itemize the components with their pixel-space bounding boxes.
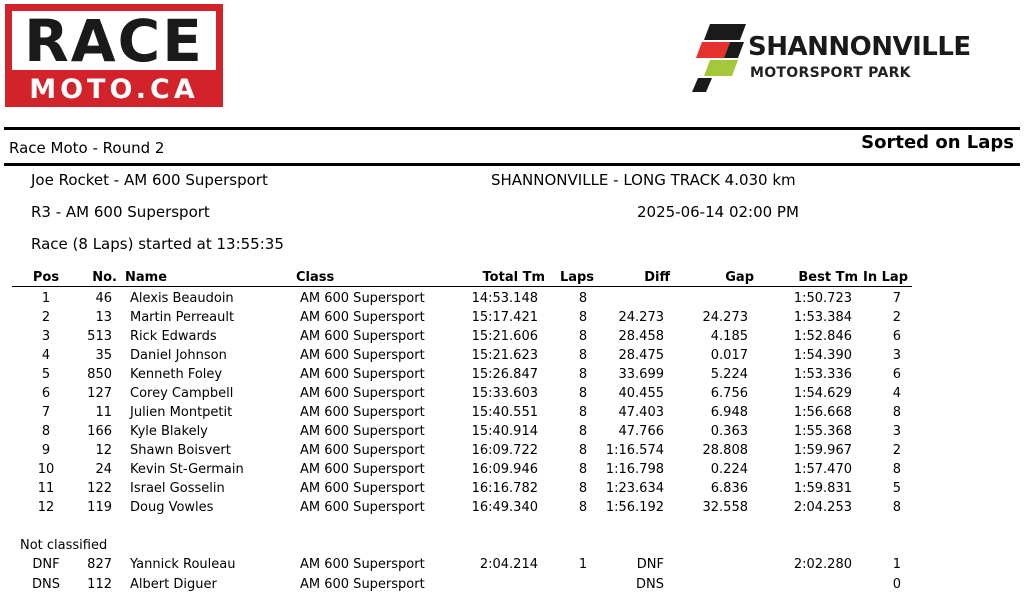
cell-in-lap: 7 — [892, 291, 901, 306]
cell-in-lap: 8 — [892, 462, 901, 477]
cell-in-lap: 3 — [892, 348, 901, 363]
cell-best-time: 1:56.668 — [793, 405, 852, 420]
cell-best-time: 1:54.390 — [793, 348, 852, 363]
cell-laps: 8 — [578, 329, 588, 344]
cell-class: AM 600 Supersport — [300, 424, 425, 439]
header-gap: Gap — [725, 270, 754, 285]
cell-best-time: 1:59.967 — [793, 443, 852, 458]
track-name: SHANNONVILLE - LONG TRACK 4.030 km — [491, 171, 796, 189]
cell-pos: 11 — [37, 481, 55, 496]
cell-total-time: 15:26.847 — [471, 367, 538, 382]
cell-name: Kevin St-Germain — [130, 462, 244, 477]
race-start: Race (8 Laps) started at 13:55:35 — [31, 235, 284, 253]
cell-in-lap: 3 — [892, 424, 901, 439]
cell-best-time: 2:04.253 — [793, 500, 852, 515]
cell-class: AM 600 Supersport — [300, 576, 425, 592]
cell-best-time: 1:55.368 — [793, 424, 852, 439]
cell-laps: 8 — [578, 367, 588, 382]
cell-total-time: 16:49.340 — [471, 500, 538, 515]
shannonville-sub: MOTORSPORT PARK — [750, 65, 911, 81]
cell-diff: 28.458 — [618, 329, 664, 344]
cell-pos: 8 — [41, 424, 51, 439]
cell-pos: 6 — [41, 386, 51, 401]
cell-best-time: 1:53.336 — [793, 367, 852, 382]
cell-name: Kyle Blakely — [130, 424, 208, 439]
cell-gap: 6.756 — [710, 386, 748, 401]
cell-total-time: 15:17.421 — [471, 310, 538, 325]
cell-laps: 1 — [578, 557, 588, 572]
cell-laps: 8 — [578, 424, 588, 439]
header-rule — [12, 286, 912, 287]
session-name: R3 - AM 600 Supersport — [31, 203, 210, 221]
cell-name: Doug Vowles — [130, 500, 214, 515]
cell-class: AM 600 Supersport — [300, 329, 425, 344]
cell-gap: 32.558 — [702, 500, 748, 515]
cell-best-time: 1:50.723 — [793, 291, 852, 306]
cell-laps: 8 — [578, 481, 588, 496]
cell-in-lap: 6 — [892, 329, 901, 344]
cell-pos: 1 — [41, 291, 51, 306]
cell-total-time: 15:40.551 — [471, 405, 538, 420]
cell-best-time: 1:53.384 — [793, 310, 852, 325]
cell-total-time: 16:16.782 — [471, 481, 538, 496]
cell-name: Albert Diguer — [130, 576, 217, 592]
cell-pos: 5 — [41, 367, 51, 382]
cell-number: 127 — [87, 386, 112, 401]
cell-number: 513 — [87, 329, 112, 344]
cell-diff: 47.766 — [618, 424, 664, 439]
cell-diff: 47.403 — [618, 405, 664, 420]
cell-class: AM 600 Supersport — [300, 291, 425, 306]
cell-number: 12 — [95, 443, 112, 458]
cell-in-lap: 1 — [892, 557, 901, 572]
cell-diff: 24.273 — [618, 310, 664, 325]
header-name: Name — [125, 270, 168, 285]
cell-diff: 1:16.574 — [605, 443, 664, 458]
cell-number: 122 — [87, 481, 112, 496]
cell-diff: DNS — [636, 576, 664, 592]
cell-in-lap: 0 — [892, 576, 901, 592]
cell-number: 119 — [87, 500, 112, 515]
cell-diff: 1:56.192 — [605, 500, 664, 515]
cell-laps: 8 — [578, 310, 588, 325]
cell-in-lap: 6 — [892, 367, 901, 382]
cell-diff: 1:16.798 — [605, 462, 664, 477]
header-laps: Laps — [559, 270, 595, 285]
cell-name: Julien Montpetit — [130, 405, 233, 420]
cell-laps: 8 — [578, 291, 588, 306]
cell-number: 166 — [87, 424, 112, 439]
cell-class: AM 600 Supersport — [300, 462, 425, 477]
cell-gap: 5.224 — [710, 367, 748, 382]
cell-diff: 33.699 — [618, 367, 664, 382]
header-best-time: Best Tm — [798, 270, 858, 285]
cell-gap: 28.808 — [702, 443, 748, 458]
cell-name: Kenneth Foley — [130, 367, 223, 382]
header-total-time: Total Tm — [482, 270, 545, 285]
cell-total-time: 15:21.623 — [471, 348, 538, 363]
cell-name: Yannick Rouleau — [130, 557, 236, 572]
cell-gap: 24.273 — [702, 310, 748, 325]
series-name: Joe Rocket - AM 600 Supersport — [31, 171, 268, 189]
shannonville-name: SHANNONVILLE — [748, 32, 971, 62]
cell-number: 827 — [87, 557, 112, 572]
cell-total-time: 15:33.603 — [471, 386, 538, 401]
cell-name: Shawn Boisvert — [130, 443, 231, 458]
cell-laps: 8 — [578, 386, 588, 401]
cell-diff: 40.455 — [618, 386, 664, 401]
cell-total-time: 16:09.946 — [471, 462, 538, 477]
cell-gap: 6.836 — [710, 481, 748, 496]
cell-class: AM 600 Supersport — [300, 557, 425, 572]
cell-laps: 8 — [578, 462, 588, 477]
cell-number: 24 — [95, 462, 112, 477]
cell-total-time: 15:40.914 — [471, 424, 538, 439]
cell-pos: 9 — [41, 443, 51, 458]
cell-class: AM 600 Supersport — [300, 367, 425, 382]
cell-total-time: 14:53.148 — [471, 291, 538, 306]
cell-laps: 8 — [578, 348, 588, 363]
sort-label: Sorted on Laps — [861, 132, 1014, 153]
cell-diff: 1:23.634 — [605, 481, 664, 496]
cell-gap: 0.363 — [710, 424, 748, 439]
cell-pos: 7 — [41, 405, 51, 420]
cell-best-time: 1:54.629 — [793, 386, 852, 401]
cell-in-lap: 8 — [892, 500, 901, 515]
cell-number: 11 — [95, 405, 112, 420]
cell-number: 13 — [95, 310, 112, 325]
header-diff: Diff — [644, 270, 670, 285]
cell-pos: DNF — [32, 557, 60, 572]
session-datetime: 2025-06-14 02:00 PM — [637, 203, 799, 221]
cell-laps: 8 — [578, 443, 588, 458]
cell-in-lap: 4 — [892, 386, 901, 401]
cell-total-time: 16:09.722 — [471, 443, 538, 458]
cell-gap: 0.017 — [710, 348, 748, 363]
cell-gap: 4.185 — [710, 329, 748, 344]
cell-name: Daniel Johnson — [130, 348, 227, 363]
cell-best-time: 1:52.846 — [793, 329, 852, 344]
cell-in-lap: 2 — [892, 310, 901, 325]
cell-best-time: 2:02.280 — [793, 557, 852, 572]
cell-class: AM 600 Supersport — [300, 405, 425, 420]
cell-class: AM 600 Supersport — [300, 481, 425, 496]
cell-number: 850 — [87, 367, 112, 382]
cell-pos: 4 — [41, 348, 51, 363]
cell-pos: DNS — [32, 576, 60, 592]
cell-name: Alexis Beaudoin — [130, 291, 234, 306]
cell-pos: 2 — [41, 310, 51, 325]
header-class: Class — [296, 270, 335, 285]
header-number: No. — [92, 270, 117, 285]
logo-moto-text: MOTO.CA — [29, 74, 199, 105]
cell-number: 112 — [87, 576, 112, 592]
cell-name: Rick Edwards — [130, 329, 217, 344]
cell-laps: 8 — [578, 500, 588, 515]
cell-class: AM 600 Supersport — [300, 386, 425, 401]
cell-pos: 12 — [37, 500, 55, 515]
cell-number: 35 — [95, 348, 112, 363]
cell-class: AM 600 Supersport — [300, 500, 425, 515]
cell-pos: 10 — [37, 462, 55, 477]
cell-class: AM 600 Supersport — [300, 443, 425, 458]
cell-pos: 3 — [41, 329, 51, 344]
cell-total-time: 2:04.214 — [479, 557, 538, 572]
logo-race-text: RACE — [24, 6, 204, 75]
cell-number: 46 — [95, 291, 112, 306]
cell-gap: 0.224 — [710, 462, 748, 477]
cell-laps: 8 — [578, 405, 588, 420]
cell-gap: 6.948 — [710, 405, 748, 420]
cell-total-time: 15:21.606 — [471, 329, 538, 344]
cell-name: Corey Campbell — [130, 386, 234, 401]
header-in-lap: In Lap — [863, 270, 908, 285]
cell-best-time: 1:57.470 — [793, 462, 852, 477]
not-classified-label: Not classified — [20, 538, 108, 553]
cell-name: Israel Gosselin — [130, 481, 225, 496]
cell-class: AM 600 Supersport — [300, 348, 425, 363]
cell-class: AM 600 Supersport — [300, 310, 425, 325]
header-pos: Pos — [32, 270, 60, 285]
cell-best-time: 1:59.831 — [793, 481, 852, 496]
cell-name: Martin Perreault — [130, 310, 235, 325]
cell-in-lap: 2 — [892, 443, 901, 458]
cell-diff: 28.475 — [618, 348, 664, 363]
event-title: Race Moto - Round 2 — [9, 139, 165, 157]
cell-in-lap: 5 — [892, 481, 901, 496]
cell-diff: DNF — [636, 557, 664, 572]
cell-in-lap: 8 — [892, 405, 901, 420]
